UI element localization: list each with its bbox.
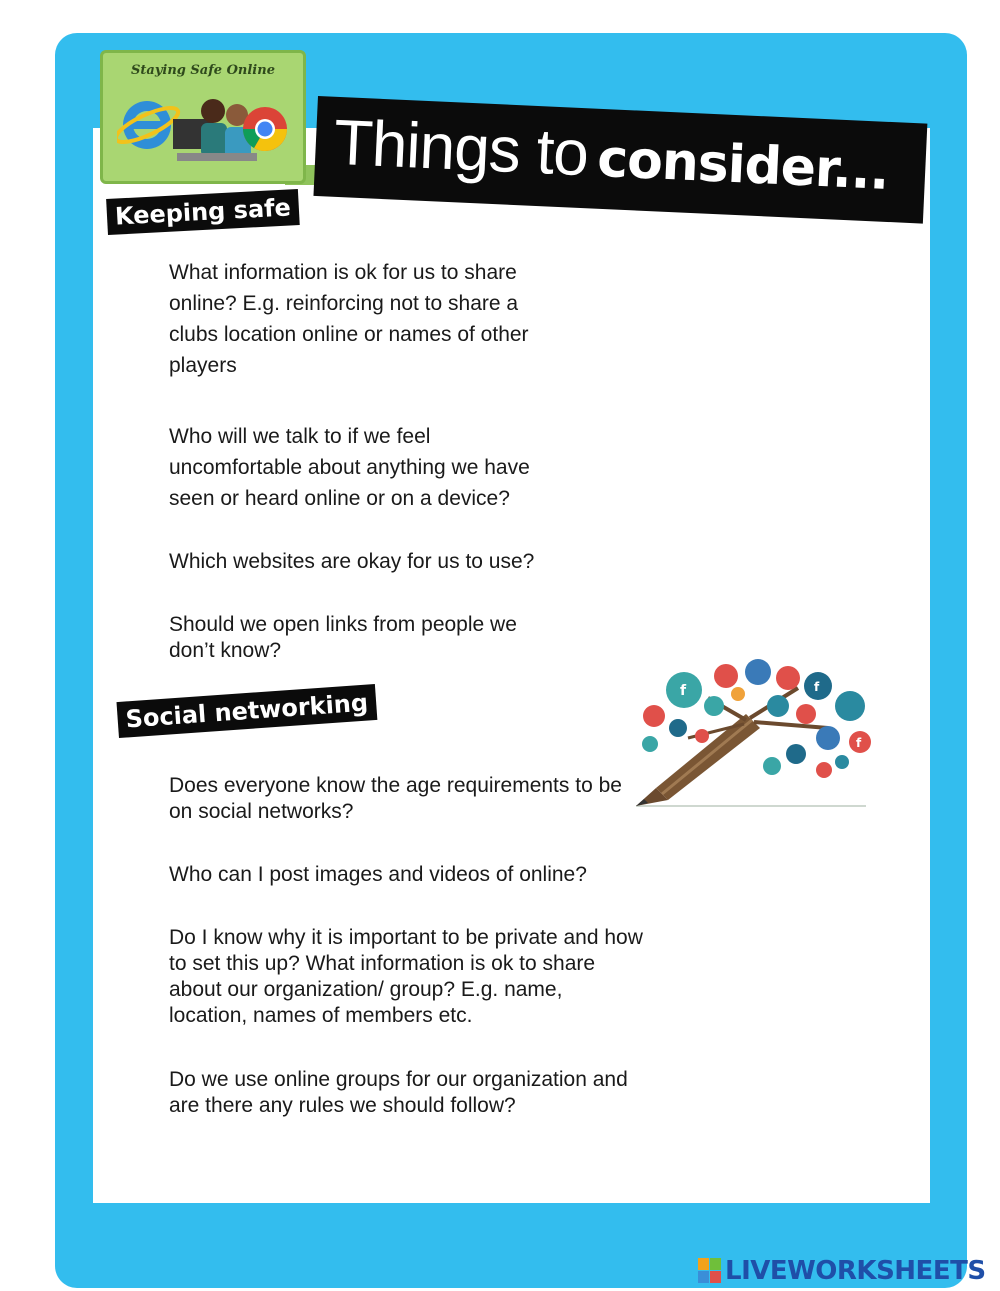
banner-title-bold: consider... (596, 128, 890, 202)
svg-text:f: f (680, 683, 687, 699)
banner-title-light: Things to (332, 105, 590, 190)
thumbnail-title: Staying Safe Online (131, 63, 275, 78)
social-media-tree-icon (628, 658, 884, 814)
social-networking-paragraph: Does everyone know the age requirements to be on social networks? (169, 774, 622, 823)
liveworksheets-logo-icon (698, 1258, 722, 1284)
keeping-safe-paragraph: What information is ok for us to share online? E.g. reinforcing not to share a clubs location online or names of other players (169, 261, 529, 377)
liveworksheets-brand (698, 1256, 986, 1286)
brand-name: LIVEWORKSHEETS (725, 1256, 986, 1286)
svg-text:f: f (814, 680, 820, 694)
svg-text:f: f (856, 736, 862, 750)
section-heading-social-networking: Social networking (116, 684, 377, 738)
social-networking-paragraph: Do we use online groups for our organization and are there any rules we should follow? (169, 1068, 628, 1117)
thumbnail-illustration (117, 89, 291, 177)
keeping-safe-paragraph: Who will we talk to if we feel uncomfortable about anything we have seen or heard online or on a device? (169, 425, 530, 510)
internet-explorer-icon (117, 101, 182, 149)
chrome-icon (243, 107, 287, 151)
section-heading-keeping-safe: Keeping safe (106, 189, 300, 235)
staying-safe-thumbnail (100, 50, 306, 184)
social-networking-paragraph: Do I know why it is important to be private and how to set this up? What information is ok to share about our organization/ group? E.g. name, location, names of members etc. (169, 926, 643, 1027)
social-networking-paragraph: Who can I post images and videos of online? (169, 863, 587, 886)
keeping-safe-paragraph: Should we open links from people we don’t know? (169, 613, 517, 662)
keeping-safe-paragraph: Which websites are okay for us to use? (169, 550, 535, 573)
